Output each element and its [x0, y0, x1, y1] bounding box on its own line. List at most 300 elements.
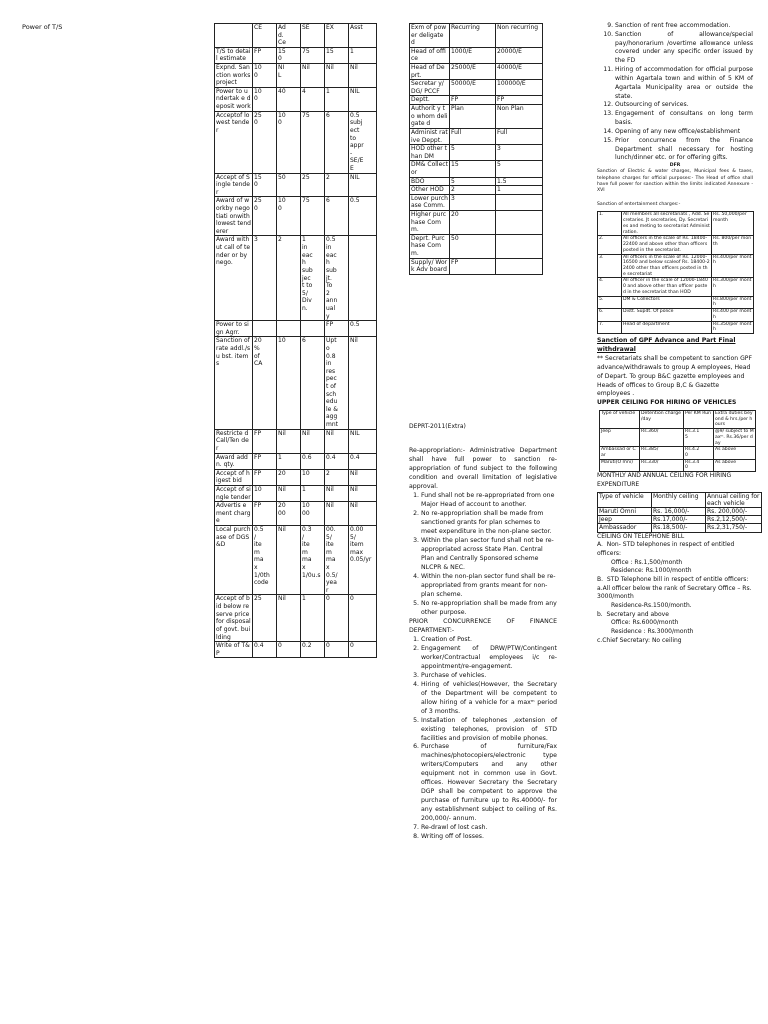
table-cell: BDO: [410, 177, 450, 186]
table-cell: Rs.400/per month: [712, 254, 754, 278]
table-cell: Nil: [301, 429, 325, 453]
table-row: [215, 642, 377, 658]
table-cell: 1000/E: [450, 47, 496, 63]
table-cell: 25: [253, 595, 277, 642]
table-cell: 10 0: [253, 64, 277, 88]
table-cell: 10 0: [277, 197, 301, 236]
table-cell: Advertis ement charge: [216, 502, 251, 525]
table-cell: 1: [301, 485, 325, 501]
table-row: [410, 64, 543, 80]
entertainment-heading: Sanction of entertainment charges:-: [597, 202, 681, 208]
table-cell: 40000/E: [496, 64, 543, 80]
list-item: 2. Engagement of DRW/PTW/Contingent worker/Contractual employees i/c re-appointment/re-engagement.: [421, 645, 557, 672]
table-cell: [253, 321, 277, 337]
table-row: [215, 429, 377, 453]
table-cell: Ambassador: [598, 524, 652, 532]
table-cell: Rs.350/per month: [712, 321, 754, 333]
table-cell: Rs.18,500/-: [652, 524, 706, 532]
table-row: [215, 64, 377, 88]
table-row: [598, 507, 762, 515]
table-cell: Deprt. Purchase Comm.: [410, 234, 450, 258]
table-cell: Jeep: [600, 429, 640, 447]
table-cell: As above: [714, 447, 756, 459]
table-cell: NI L: [277, 64, 301, 88]
column-header: Non recurring: [496, 24, 543, 48]
column-header: Detention charge /day: [640, 410, 684, 428]
table-cell: Nil: [277, 429, 301, 453]
table-cell: 5: [450, 177, 496, 186]
table-cell: 0.5: [349, 321, 377, 337]
table-row: [598, 309, 754, 321]
table-cell: 4.: [598, 278, 622, 296]
table-cell: Rs.4.2 0: [684, 447, 714, 459]
table-cell: 0.4: [253, 642, 277, 658]
table-row: [410, 145, 543, 161]
reappropriation-list: [409, 492, 557, 618]
table-cell: 40: [277, 87, 301, 111]
column-header: Recurring: [450, 24, 496, 48]
table-cell: 75: [301, 47, 325, 63]
column-header: Type of vehicle: [600, 410, 640, 428]
table-cell: 20: [450, 211, 496, 235]
table-cell: Accept of higest bid: [215, 469, 253, 485]
table-cell: Power to sign Agrr.: [215, 321, 253, 337]
list-item: 9. Sanction of rent free accommodation.: [615, 22, 753, 31]
table-cell: [349, 236, 377, 321]
vehicle-ceiling-heading: UPPER CEILING FOR HIRING OF VEHICLES: [597, 399, 737, 407]
table-cell: Lower purchase Comm.: [411, 194, 448, 210]
list-item: 1. Creation of Post.: [421, 636, 557, 645]
table-row: [215, 321, 377, 337]
list-item: 3. Within the plan sector fund shall not be re-appropriated across State Plan. Central Plan and Centrally Sponsored scheme NLCPR & NEC.: [421, 537, 557, 573]
table-row: [215, 526, 377, 595]
table-row: [215, 87, 377, 111]
table-cell: 1.: [598, 212, 622, 236]
table-row: [598, 278, 754, 296]
powers-table: [214, 23, 377, 658]
delegation-table-header: [410, 24, 543, 48]
table-cell: Nil: [349, 502, 377, 526]
tel-a-office: Office : Rs.1,500/month: [611, 558, 683, 566]
table-cell: 1: [349, 47, 377, 63]
table-cell: All officer in the scale of 12000-18400 and above other than officer posted in the secretariat than HOD: [622, 278, 712, 296]
table-cell: Rs. 800/per month: [712, 236, 754, 254]
table-cell: 0: [325, 642, 349, 658]
table-cell: Rs.17,000/-: [652, 516, 706, 524]
table-cell: Administ rative Deppt.: [411, 128, 448, 144]
table-cell: Non Plan: [496, 105, 543, 129]
table-cell: Plan: [450, 105, 496, 129]
table-cell: NIL: [349, 87, 377, 111]
table-cell: 10 0: [253, 87, 277, 111]
table-cell: Nil: [301, 64, 325, 88]
table-cell: 0.5 in eac h sub jt. To 2 ann ual y: [325, 236, 349, 321]
list-item: 13. Engagement of consultans on long term basis.: [615, 110, 753, 128]
table-row: [600, 459, 756, 471]
table-row: [410, 234, 543, 258]
table-cell: 3.: [598, 254, 622, 278]
table-cell: Nil: [325, 485, 349, 501]
gpf-text: ** Secretariats shall be competent to sanction GPF advance/withdrawals to group A employees, Head of Depart. To group B&C gazette employees and Heads of offices to Group B,C & Gazette employees .: [597, 355, 752, 398]
table-row: [600, 447, 756, 459]
table-cell: 50: [450, 234, 496, 258]
tel-ba-residence: Residence-Rs.1500/month.: [611, 602, 692, 610]
table-cell: [277, 321, 301, 337]
table-cell: [496, 258, 543, 274]
table-row: [598, 236, 754, 254]
table-cell: 20000/E: [496, 47, 543, 63]
column-header: Type of vehicle: [598, 492, 652, 507]
table-cell: FP: [253, 502, 277, 526]
table-cell: Write of T&P: [215, 642, 253, 658]
table-row: [410, 161, 543, 177]
table-cell: [496, 194, 543, 210]
table-cell: Deptt.: [410, 96, 450, 105]
tel-bb-office: Office: Rs.6000/month: [611, 619, 679, 627]
column-header: Per KM Run: [684, 410, 714, 428]
table-cell: Restricte d Call/Ten der: [215, 429, 253, 453]
tel-ba: a.All officer below the rank of Secretary Office – Rs. 3000/month: [597, 584, 752, 601]
table-cell: 10: [301, 469, 325, 485]
table-cell: All officers in the scale of Rs. 12000-16500 and below scaleof Rs. 18400-22400 other than officers posted in the secretariat: [623, 254, 710, 277]
table-cell: Head of office: [410, 47, 450, 63]
list-item: 11. Hiring of accommodation for official purpose within Agartala town and within of 5 KM of Agartala Municipality area or outside the state.: [615, 66, 753, 101]
table-cell: 20: [277, 469, 301, 485]
tel-a-residence: Residence: Rs.1000/month: [611, 567, 692, 575]
table-row: [410, 105, 543, 129]
table-cell: 5: [496, 161, 543, 177]
table-cell: Rs.800/per month: [712, 296, 754, 308]
table-cell: 5: [450, 145, 496, 161]
table-cell: FP: [496, 96, 543, 105]
telephone-heading: CEILING ON TELEPHONE BILL: [597, 532, 685, 540]
table-cell: Award addn. qty.: [215, 453, 253, 469]
gpf-heading: Sanction of GPF Advance and Part Final withdrawal: [597, 337, 736, 354]
table-cell: Higher purchase Comm.: [410, 211, 450, 235]
prior-concurrence-list: [409, 636, 557, 843]
table-row: [215, 47, 377, 63]
document-title: Power of T/S: [22, 23, 63, 31]
column-header: Annual ceiling for each vehicle: [707, 492, 760, 507]
table-cell: Rs.385/: [640, 447, 684, 459]
reappropriation-intro: Re-appropriation:- Administrative Department shall have full power to sanction re-appropriation of fund subject to the following condition and overall limitation of legislative approval.: [409, 447, 557, 490]
table-cell: Other HOD: [410, 186, 450, 195]
table-cell: 3: [253, 236, 277, 321]
table-cell: Rs.3.4 0: [684, 459, 714, 471]
table-cell: Nil: [325, 429, 349, 453]
column-header: Exm of power deligate d: [410, 24, 450, 48]
reappropriation-section: [409, 447, 557, 842]
table-row: [598, 321, 754, 333]
table-cell: 1 in eac h sub jec t to 5/ Div n.: [301, 236, 325, 321]
tel-a: Non- STD telephones in respect of entitled officers:: [597, 541, 735, 557]
table-cell: Authorit y to whom deligate d: [411, 105, 448, 128]
table-cell: 7.: [598, 321, 622, 333]
dfr-heading: DFR: [669, 163, 681, 169]
table-cell: 10: [253, 485, 277, 501]
list-item: 8. Writing off of losses.: [421, 833, 557, 842]
concurrence-list-continued: [597, 22, 753, 163]
table-row: [410, 258, 543, 274]
table-cell: Nil: [349, 337, 377, 429]
table-cell: 25 0: [253, 197, 277, 236]
table-cell: Rs. 16,000/-: [652, 507, 706, 515]
table-cell: 0.6: [301, 453, 325, 469]
list-item: 10. Sanction of allowance/special pay/honorarium /overtime allowance unless covered under any specific order issued by the FD: [615, 31, 753, 66]
list-item: 3. Purchase of vehicles.: [421, 672, 557, 681]
table-cell: FP: [325, 321, 349, 337]
table-cell: 50: [277, 173, 301, 197]
table-cell: 25: [301, 173, 325, 197]
table-row: [410, 96, 543, 105]
table-row: [600, 429, 756, 447]
table-cell: Acceptof lowest tender: [215, 111, 253, 173]
column-header: Ad d. Ce: [277, 24, 301, 48]
table-cell: NIL: [349, 429, 377, 453]
table-cell: 15 0: [277, 47, 301, 63]
table-cell: 15 0: [253, 173, 277, 197]
table-row: [410, 128, 543, 144]
table-row: [598, 516, 762, 524]
table-cell: 10 00: [301, 502, 325, 526]
table-cell: Supply/ Work Adv board: [410, 258, 450, 274]
table-row: [215, 502, 377, 526]
table-cell: Rs.330/: [640, 459, 684, 471]
prior-concurrence-heading: PRIOR CONCURRENCE OF FINANCE DEPARTMENT:-: [409, 617, 557, 634]
table-cell: 0: [277, 642, 301, 658]
powers-table-body: [215, 47, 377, 658]
table-row: [598, 296, 754, 308]
delegation-table: [409, 23, 543, 275]
table-cell: Accept of Single tender: [215, 173, 253, 197]
table-cell: Nil: [277, 526, 301, 595]
table-cell: Power to undertak e deposit work: [216, 87, 251, 111]
table-row: [410, 194, 543, 210]
table-cell: Nil: [349, 469, 377, 485]
table-row: [598, 212, 754, 236]
table-cell: 25 0: [253, 111, 277, 173]
table-cell: [496, 234, 543, 258]
table-cell: Expnd. Sanction works project: [215, 64, 253, 88]
table-cell: 0.5: [349, 197, 377, 236]
list-item: 7. Re-drawl of lost cash.: [421, 824, 557, 833]
table-cell: Accept of bid below reserve price for disposal of govt. building: [216, 595, 251, 641]
table-cell: Jeep: [598, 516, 652, 524]
table-cell: Nil: [349, 485, 377, 501]
table-row: [215, 469, 377, 485]
list-item: 5. Installation of telephones ,extension of existing telephones, provision of STD facilities and provision of mobile phones.: [421, 717, 557, 744]
table-cell: 75: [301, 197, 325, 236]
table-row: [598, 254, 754, 278]
table-row: [410, 47, 543, 63]
table-cell: Nil: [277, 485, 301, 501]
table-cell: 0.4: [349, 453, 377, 469]
table-cell: 20 % of CA: [253, 337, 277, 429]
list-item: 5. No re-appropriation shall be made from any other purpose.: [421, 600, 557, 618]
list-item: 4. Within the non-plan sector fund shall be re-appropriated from grants meant for non-plan scheme.: [421, 573, 557, 600]
list-item: 14. Opening of any new office/establishment: [615, 128, 753, 137]
table-cell: 10: [277, 337, 301, 429]
tel-bb: Secretary and above: [606, 610, 669, 618]
list-item: 15. Prior concurrence from the Finance Department shall necessary for hosting lunch/dinner etc. or for offering gifts.: [615, 137, 753, 163]
table-cell: 1.5: [496, 177, 543, 186]
table-cell: T/S to detail estimate: [216, 47, 251, 63]
table-cell: 20 00: [277, 502, 301, 526]
table-cell: DM & Collectors: [622, 296, 712, 308]
table-cell: All members all secretariats , Add. Secretaries. Jt secretaries, Dy. Secretaries and meting to secretariat Administration.: [623, 212, 710, 235]
table-cell: 0.4: [325, 453, 349, 469]
table-row: [598, 524, 762, 532]
table-row: [215, 337, 377, 429]
table-cell: 0.00 5/ item max 0.05/yr: [349, 526, 377, 595]
table-cell: Rs. 50,000/per month: [712, 212, 754, 236]
list-item: 1. Fund shall not be re-appropriated from one Major Head of account to another.: [421, 492, 557, 510]
table-cell: 0.2: [301, 642, 325, 658]
table-cell: FP: [253, 453, 277, 469]
delegation-table-body: [410, 47, 543, 274]
column-header: SE: [301, 24, 325, 48]
table-cell: Accept of single tender: [216, 485, 251, 501]
tel-bb-residence: Residence : Rs.3000/month: [611, 628, 694, 636]
table-cell: 1: [301, 595, 325, 642]
table-row: [215, 485, 377, 501]
table-cell: Rs. 200,000/-: [706, 507, 762, 515]
table-cell: FP: [253, 429, 277, 453]
table-row: [410, 177, 543, 186]
table-row: [215, 453, 377, 469]
table-cell: 100000/E: [496, 80, 543, 96]
table-cell: 0.3 / ite m ma x 1/0u.s: [301, 526, 325, 595]
table-cell: 1: [496, 186, 543, 195]
table-cell: Rs.2,12,500/-: [706, 516, 762, 524]
table-row: [215, 197, 377, 236]
table-cell: 3: [450, 194, 496, 210]
column-header: Extra duties beyond & hrs./per hours: [714, 410, 756, 428]
table-cell: 2: [325, 173, 349, 197]
table-cell: 2: [277, 236, 301, 321]
table-cell: 6: [301, 337, 325, 429]
table-cell: All officers in the scale of Rs. 18400-22400 and above other than officers posted in the secretariat.: [622, 236, 712, 254]
table-cell: FP: [253, 469, 277, 485]
table-cell: 75: [301, 111, 325, 173]
table-cell: 6.: [598, 309, 622, 321]
table-cell: Nil: [325, 64, 349, 88]
table-cell: 6: [325, 111, 349, 173]
table-cell: FP: [450, 96, 496, 105]
table-row: [215, 595, 377, 642]
dfr-text: Sanction of Electric & water charges, Municipal fees & taxes, telephone charges for official purposes:- The Head of office shall have full power for sanction within the limits indicated Annexure -XVI: [597, 169, 753, 193]
table-cell: [496, 211, 543, 235]
table-cell: 00. 5/ ite m ma x 0.5/ yea r: [325, 526, 349, 595]
table-cell: NIL: [349, 173, 377, 197]
list-item: 6. Purchase of furniture/Fax machines/photocopiers/electronic type writers/Computers and any other equipment not in common use in Govt. offices. However Secretary the Secretary DGP shall be competent to approve the purchase of furniture up to Rs.40000/- for any establishment subject to ceiling of Rs. 200,000/- annum.: [421, 743, 557, 824]
column-header: [215, 24, 253, 48]
table-cell: 1: [325, 87, 349, 111]
table-cell: 2.: [598, 236, 622, 254]
table-row: [410, 186, 543, 195]
delegation-table-footer: DEPRT-2011(Extra): [409, 423, 466, 430]
table-cell: 2: [325, 469, 349, 485]
table-cell: Rs.2,31,750/-: [706, 524, 762, 532]
column-header: Asst: [349, 24, 377, 48]
table-cell: 0: [325, 595, 349, 642]
table-row: [215, 236, 377, 321]
table-cell: [301, 321, 325, 337]
table-cell: Head of department: [622, 321, 712, 333]
finance-rules-column: [597, 22, 760, 645]
table-cell: Award of workby negotiati onwith lowest tenderer: [216, 197, 251, 235]
column-header: CE: [253, 24, 277, 48]
column-header: EX: [325, 24, 349, 48]
table-cell: Nil: [325, 502, 349, 526]
table-cell: Sanction of rate addl./su bst. items: [215, 337, 253, 429]
table-cell: 50000/E: [450, 80, 496, 96]
table-cell: 0: [349, 595, 377, 642]
table-cell: Ambassad or Car: [600, 447, 640, 459]
table-cell: HOD other than DM: [410, 145, 450, 161]
table-cell: 0.5 / ite m ma x 1/0th code: [253, 526, 277, 595]
powers-table-header: [215, 24, 377, 48]
table-cell: 6: [325, 197, 349, 236]
table-cell: Distt. Supdt. Of police: [622, 309, 712, 321]
table-cell: Maruti Omni: [598, 507, 652, 515]
column-header: Monthly ceiling: [652, 492, 706, 507]
table-cell: Award withut call of tender or by nego.: [215, 236, 253, 321]
table-cell: 2: [450, 186, 496, 195]
table-cell: Local purchase of DGS&D: [215, 526, 253, 595]
table-cell: 15: [450, 161, 496, 177]
table-cell: 25000/E: [450, 64, 496, 80]
table-cell: Rs.400 per month: [712, 309, 754, 321]
table-row: [410, 80, 543, 96]
table-row: [215, 173, 377, 197]
list-item: 2. No re-appropriation shall be made from sanctioned grants for plan schemes to meet expenditure in the non-plane sector.: [421, 510, 557, 537]
table-cell: Upt o 0.8 in res pec t of sch edu le & agg mnt: [325, 337, 349, 429]
table-cell: Rs.360/: [640, 429, 684, 447]
table-cell: Head of Deprt.: [410, 64, 450, 80]
table-cell: FP: [450, 258, 496, 274]
table-cell: Secretar y/DG/ PCCF: [410, 80, 450, 96]
table-cell: 15: [325, 47, 349, 63]
list-item: 12. Outsourcing of services.: [615, 101, 753, 110]
table-cell: Maruti(O mni): [600, 459, 640, 471]
table-cell: DM& Collector: [411, 161, 448, 176]
table-cell: @9/ subject to Maxᵐ. Rs.36/per day: [715, 429, 754, 446]
vehicle-hiring-table: [599, 410, 756, 472]
table-cell: 5.: [598, 296, 622, 308]
table-cell: Rs.300/per month: [712, 278, 754, 296]
table-cell: 4: [301, 87, 325, 111]
list-item: 4. Hiring of vehicles(However, the Secretary of the Department will be competent to allow hiring of a vehicle for a maxᵐ period of 3 months.: [421, 681, 557, 717]
table-cell: Rs.3.1 5: [684, 429, 714, 447]
table-cell: 0.5 subj ect to appr - SE/E E: [349, 111, 377, 173]
tel-c: c.Chief Secretary: No ceiling: [597, 636, 682, 644]
monthly-ceiling-table: [597, 492, 762, 533]
table-cell: Nil: [277, 595, 301, 642]
telephone-section: A. Non- STD telephones in respect of entitled officers: Office : Rs.1,500/month Residence: Rs.1000/month B. STD Telephone bill in respect of entitle officers: a.All officer below the rank of Secretary Office – Rs. 3000/month Residence-Rs.1500/month. b. Secretary and above Office: Rs.6000/month Residence : Rs.3000/month c.Chief Secretary: No ceiling: [597, 541, 752, 644]
table-cell: Nil: [349, 64, 377, 88]
table-cell: FP: [253, 47, 277, 63]
entertainment-table: [597, 211, 754, 334]
table-cell: Full: [450, 128, 496, 144]
table-cell: 0: [349, 642, 377, 658]
table-cell: 3: [496, 145, 543, 161]
table-cell: As above: [714, 459, 756, 471]
monthly-ceiling-heading: MONTHLY AND ANNUAL CEILING FOR HIRING EXPENDITURE: [597, 472, 732, 488]
table-cell: Full: [496, 128, 543, 144]
tel-b: STD Telephone bill in respect of entitle officers:: [606, 575, 749, 583]
table-cell: 1: [277, 453, 301, 469]
